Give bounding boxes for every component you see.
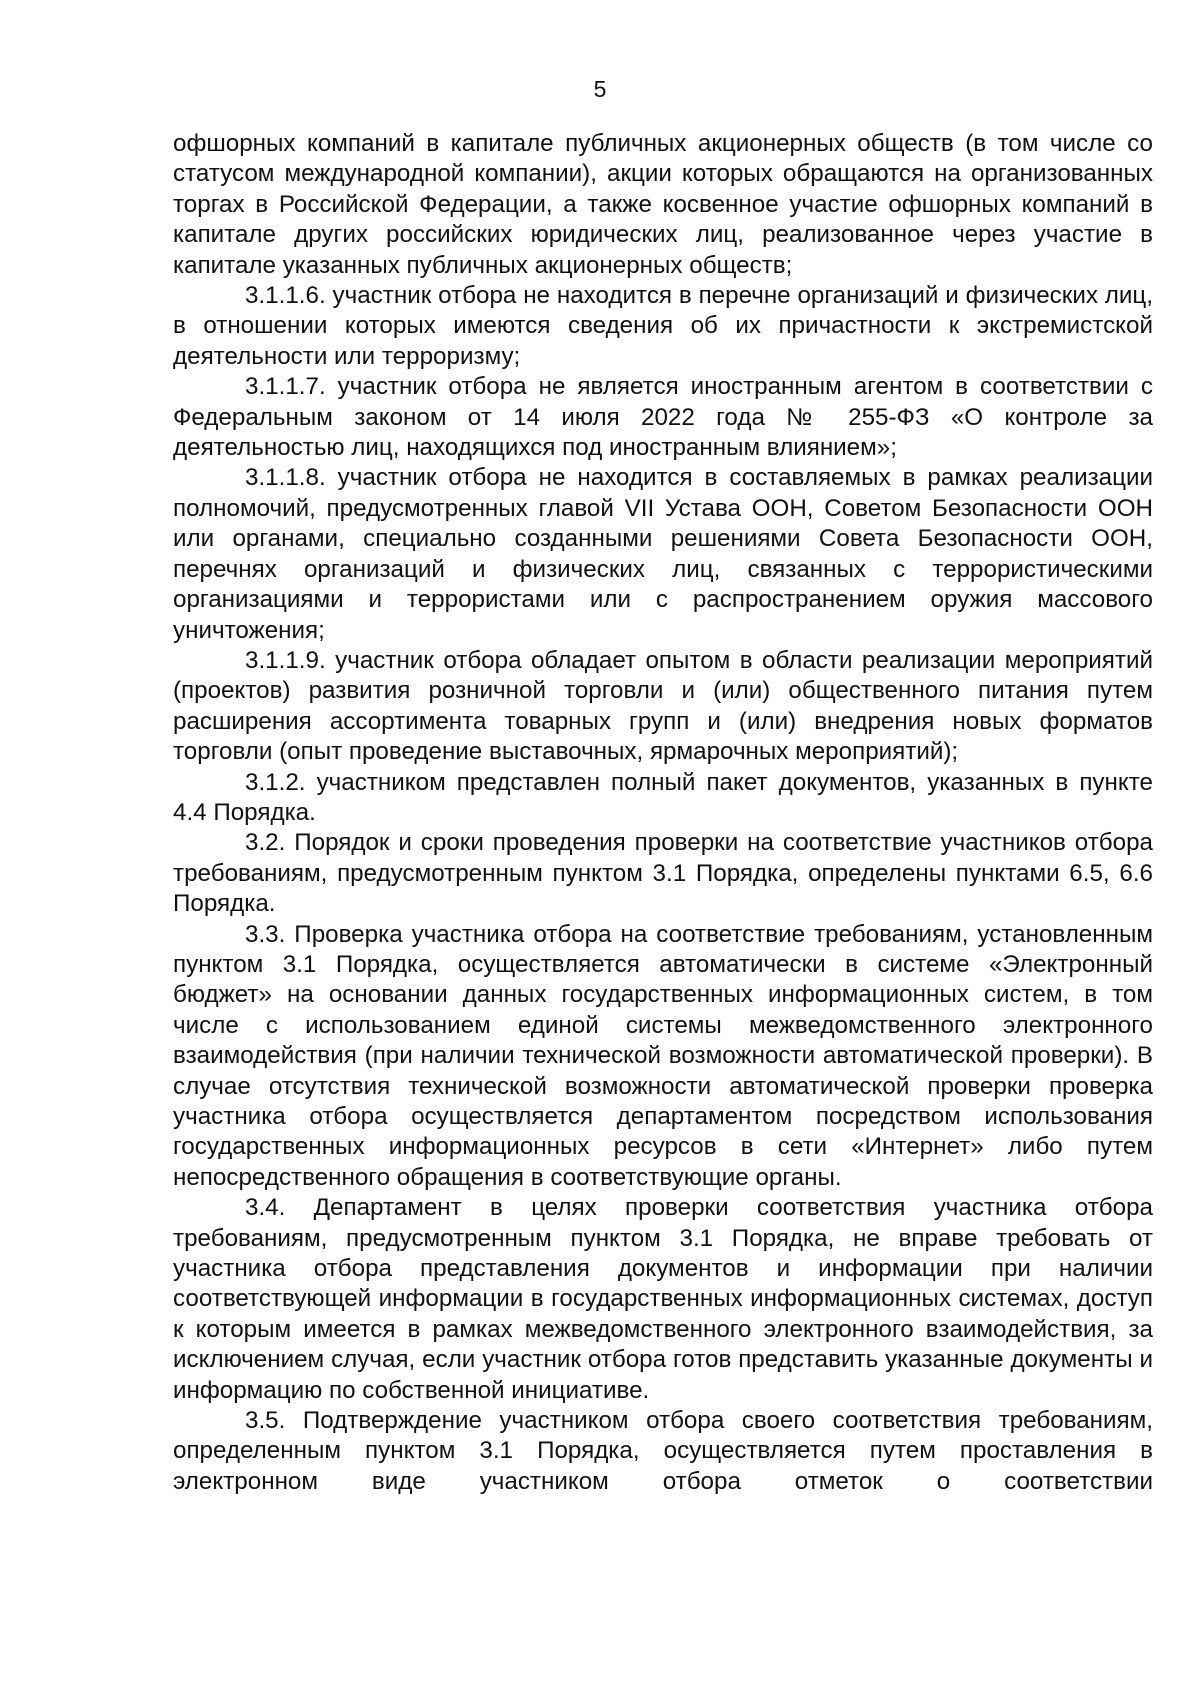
paragraph-3-1-1-7: 3.1.1.7. участник отбора не является иностранным агентом в соответствии с Федеральным законом от 14 июля 2022 года № 255-ФЗ «О контроле за деятельностью лиц, находящихся под иностранным влиянием»; <box>173 373 1153 462</box>
paragraph-continuation: офшорных компаний в капитале публичных акционерных обществ (в том числе со статусом международной компании), акции которых обращаются на организованных торгах в Российской Федерации, а также косвенное участие офшорных компаний в капитале других российских юридических лиц, реализованное через участие в капитале указанных публичных акционерных обществ; <box>173 130 1153 279</box>
paragraph-3-1-1-9: 3.1.1.9. участник отбора обладает опытом в области реализации мероприятий (проектов) развития розничной торговли и (или) общественного питания путем расширения ассортимента товарных групп и (или) внедрения новых форматов торговли (опыт проведение выставочных, ярмарочных мероприятий); <box>173 646 1153 766</box>
paragraph-3-3: 3.3. Проверка участника отбора на соответствие требованиям, установленным пунктом 3.1 Порядка, осуществляется автоматически в системе «Электронный бюджет» на основании данных государственных информационных систем, в том числе с использованием единой системы межведомственного электронного взаимодействия (при наличии технической возможности автоматической проверки). В случае отсутствия технической возможности автоматической проверки проверка участника отбора осуществляется департаментом посредством использования государственных информационных ресурсов в сети «Интернет» либо путем непосредственного обращения в соответствующие органы. <box>173 920 1153 1191</box>
paragraph-3-4: 3.4. Департамент в целях проверки соответствия участника отбора требованиям, предусмотренным пунктом 3.1 Порядка, не вправе требовать от участника отбора представления документов и информации при наличии соответствующей информации в государственных информационных системах, доступ к которым имеется в рамках межведомственного электронного взаимодействия, за исключением случая, если участник отбора готов представить указанные документы и информацию по собственной инициативе. <box>173 1194 1153 1404</box>
document-body <box>173 129 1153 1497</box>
paragraph-3-5: 3.5. Подтверждение участником отбора своего соответствия требованиям, определенным пунктом 3.1 Порядка, осуществляется путем проставления в электронном виде участником отбора отметок о соответствии <box>173 1407 1153 1495</box>
paragraph-3-1-1-6: 3.1.1.6. участник отбора не находится в перечне организаций и физических лиц, в отношении которых имеются сведения об их причастности к экстремистской деятельности или терроризму; <box>173 282 1153 370</box>
paragraph-3-1-2: 3.1.2. участником представлен полный пакет документов, указанных в пункте 4.4 Порядка. <box>173 768 1153 826</box>
page-number: 5 <box>593 76 607 102</box>
paragraph-3-2: 3.2. Порядок и сроки проведения проверки на соответствие участников отбора требованиям, предусмотренным пунктом 3.1 Порядка, определены пунктами 6.5, 6.6 Порядка. <box>173 829 1153 918</box>
paragraph-3-1-1-8: 3.1.1.8. участник отбора не находится в составляемых в рамках реализации полномочий, предусмотренных главой VII Устава ООН, Советом Безопасности ООН или органами, специально созданными решениями Совета Безопасности ООН, перечнях организаций и физических лиц, связанных с террористическими организациями и террористами или с распространением оружия массового уничтожения; <box>173 464 1153 644</box>
